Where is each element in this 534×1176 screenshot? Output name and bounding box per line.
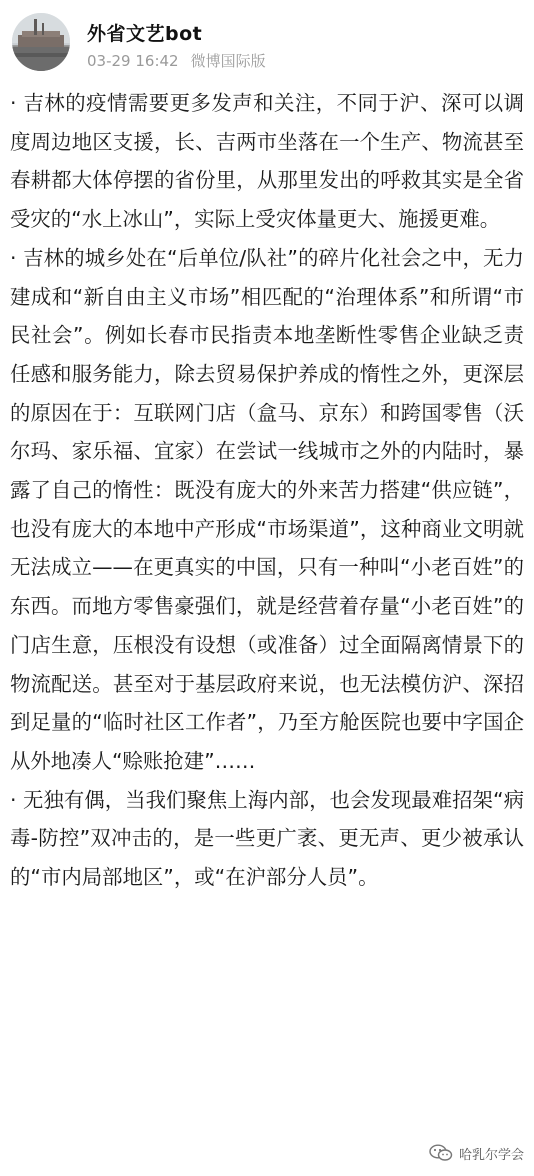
avatar-image bbox=[12, 13, 70, 71]
paragraph: · 吉林的城乡处在“后单位/队社”的碎片化社会之中，无力建成和“新自由主义市场”相匹配的“治理体系”和所谓“市民社会”。例如长春市民指责本地垄断性零售企业缺乏责任感和服务能力，除去贸易保护养成的惰性之外，更深层的原因在于：互联网门店（盒马、京东）和跨国零售（沃尔玛、家乐福、宜家）在尝试一线城市之外的内陆时，暴露了自己的惰性：既没有庞大的外来苦力搭建“供应链”，也没有庞大的本地中产形成“市场渠道”，这种商业文明就无法成立——在更真实的中国，只有一种叫“小老百姓”的东西。而地方零售豪强们，就是经营着存量“小老百姓”的门店生意，压根没有设想（或准备）过全面隔离情景下的物流配送。甚至对于基层政府来说，也无法模仿沪、深招到足量的“临时社区工作者”，乃至方舱医院也要中字国企从外地凑人“赊账抢建”…… bbox=[10, 245, 524, 773]
post-source: 微博国际版 bbox=[190, 52, 266, 70]
paragraph: · 吉林的疫情需要更多发声和关注，不同于沪、深可以调度周边地区支援，长、吉两市坐落在一个生产、物流甚至春耕都大体停摆的省份里，从那里发出的呼救其实是全省受灾的“水上冰山”，实际上受灾体量更大、施援更难。 bbox=[10, 91, 524, 232]
post-timestamp: 03-29 16:42 bbox=[87, 52, 179, 70]
post-header bbox=[0, 0, 534, 80]
post-content bbox=[10, 84, 524, 897]
watermark bbox=[423, 1140, 524, 1166]
avatar[interactable] bbox=[12, 13, 70, 71]
wechat-icon bbox=[429, 1144, 453, 1162]
username[interactable]: 外省文艺bot bbox=[87, 23, 203, 45]
post-meta bbox=[87, 50, 266, 71]
paragraph: · 无独有偶，当我们聚焦上海内部，也会发现最难招架“病毒-防控”双冲击的，是一些更广袤、更无声、更少被承认的“市内局部地区”，或“在沪部分人员”。 bbox=[10, 787, 524, 890]
watermark-text: 哈乳尔学会 bbox=[458, 1147, 524, 1163]
